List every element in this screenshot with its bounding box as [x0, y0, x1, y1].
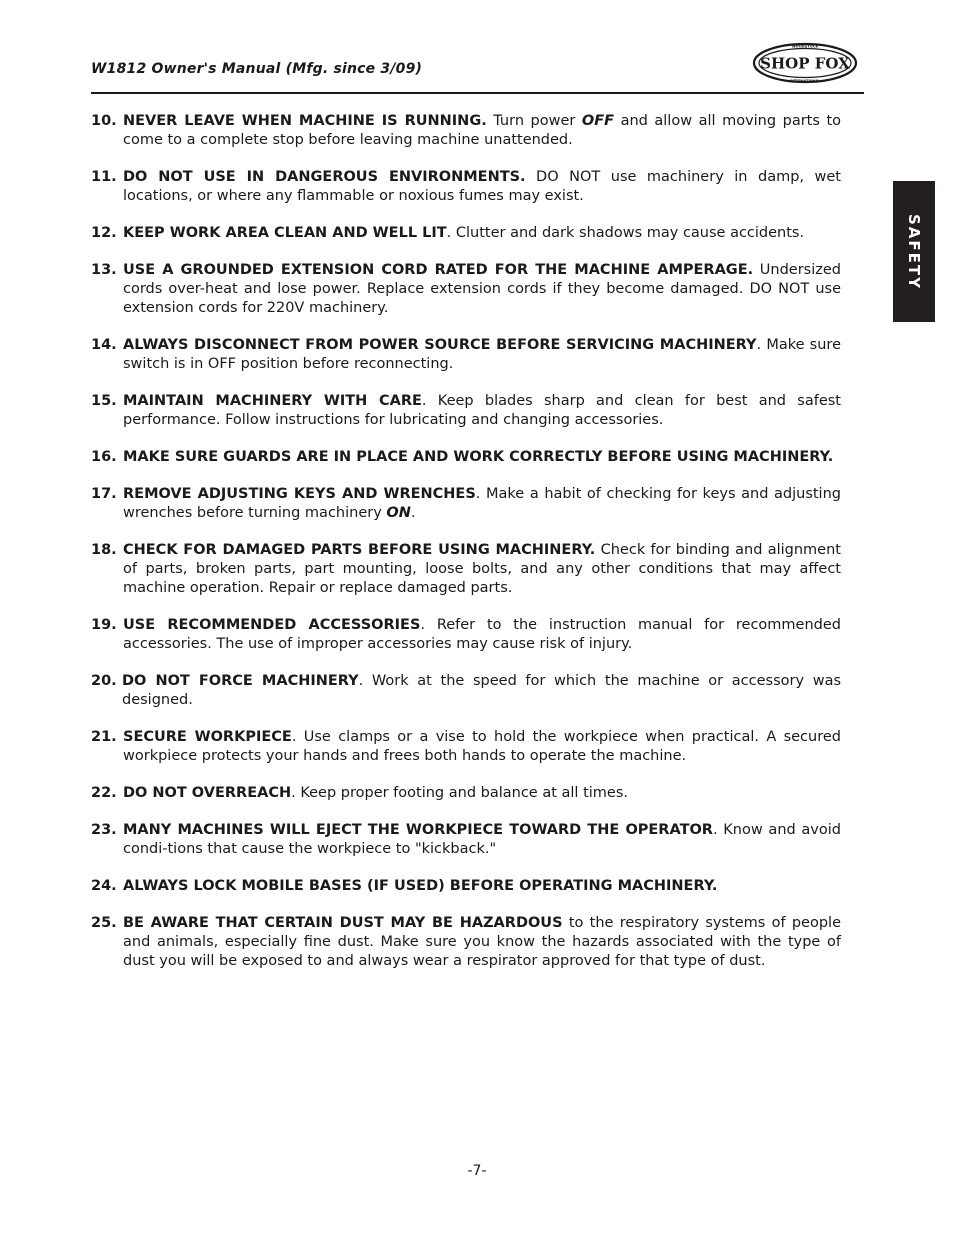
list-item: 14. ALWAYS DISCONNECT FROM POWER SOURCE BEFORE SERVICING MACHINERY. Make sure switch is in OFF position before reconnecting.	[91, 337, 841, 372]
header-rule	[91, 92, 864, 94]
list-item: 10. NEVER LEAVE WHEN MACHINE IS RUNNING. Turn power OFF and allow all moving parts to come to a complete stop before leaving machine unattended.	[91, 113, 841, 148]
logo-text: SHOP FOX	[760, 54, 850, 73]
list-item: 22. DO NOT OVERREACH. Keep proper footing and balance at all times.	[91, 785, 628, 801]
shop-fox-logo	[752, 41, 858, 85]
list-item: 17. REMOVE ADJUSTING KEYS AND WRENCHES. Make a habit of checking for keys and adjusting wrenches before turning machinery ON.	[91, 486, 841, 521]
safety-rules-list	[91, 112, 841, 989]
page-number: -7-	[467, 1163, 487, 1179]
section-tab-safety	[893, 181, 935, 322]
list-item: 19. USE RECOMMENDED ACCESSORIES. Refer to the instruction manual for recommended accessories. The use of improper accessories may cause risk of injury.	[91, 617, 841, 652]
list-item: 13. USE A GROUNDED EXTENSION CORD RATED FOR THE MACHINE AMPERAGE. Undersized cords over-heat and lose power. Replace extension cords if they become damaged. DO NOT use extension cords for 220V machinery.	[91, 262, 841, 316]
list-item: 25. BE AWARE THAT CERTAIN DUST MAY BE HAZARDOUS to the respiratory systems of people and animals, especially fine dust. Make sure you know the hazards associated with the type of dust you will be exposed to and always wear a respirator approved for that type of dust.	[91, 915, 841, 969]
list-item: 11. DO NOT USE IN DANGEROUS ENVIRONMENTS. DO NOT use machinery in damp, wet locations, or where any flammable or noxious fumes may exist.	[91, 169, 841, 204]
svg-text:WOODSTOCK: WOODSTOCK	[791, 44, 819, 49]
list-item: 24. ALWAYS LOCK MOBILE BASES (IF USED) BEFORE OPERATING MACHINERY.	[91, 878, 718, 894]
svg-text:INTERNATIONAL: INTERNATIONAL	[789, 79, 821, 84]
list-item: 20. DO NOT FORCE MACHINERY. Work at the speed for which the machine or accessory was designed.	[91, 673, 842, 708]
list-item: 21. SECURE WORKPIECE. Use clamps or a vise to hold the workpiece when practical. A secured workpiece protects your hands and frees both hands to operate the machine.	[91, 729, 841, 764]
section-tab-label: SAFETY	[905, 213, 923, 290]
list-item: 23. MANY MACHINES WILL EJECT THE WORKPIECE TOWARD THE OPERATOR. Know and avoid condi-tions that cause the workpiece to "kickback."	[91, 822, 841, 857]
list-item: 16. MAKE SURE GUARDS ARE IN PLACE AND WORK CORRECTLY BEFORE USING MACHINERY.	[91, 449, 834, 465]
manual-title: W1812 Owner's Manual (Mfg. since 3/09)	[91, 61, 423, 77]
list-item: 15. MAINTAIN MACHINERY WITH CARE. Keep blades sharp and clean for best and safest performance. Follow instructions for lubricating and changing accessories.	[91, 393, 841, 428]
list-item: 18. CHECK FOR DAMAGED PARTS BEFORE USING MACHINERY. Check for binding and alignment of parts, broken parts, part mounting, loose bolts, and any other conditions that may affect machine operation. Repair or replace damaged parts.	[91, 542, 841, 596]
list-item: 12. KEEP WORK AREA CLEAN AND WELL LIT. Clutter and dark shadows may cause accidents.	[91, 225, 805, 241]
